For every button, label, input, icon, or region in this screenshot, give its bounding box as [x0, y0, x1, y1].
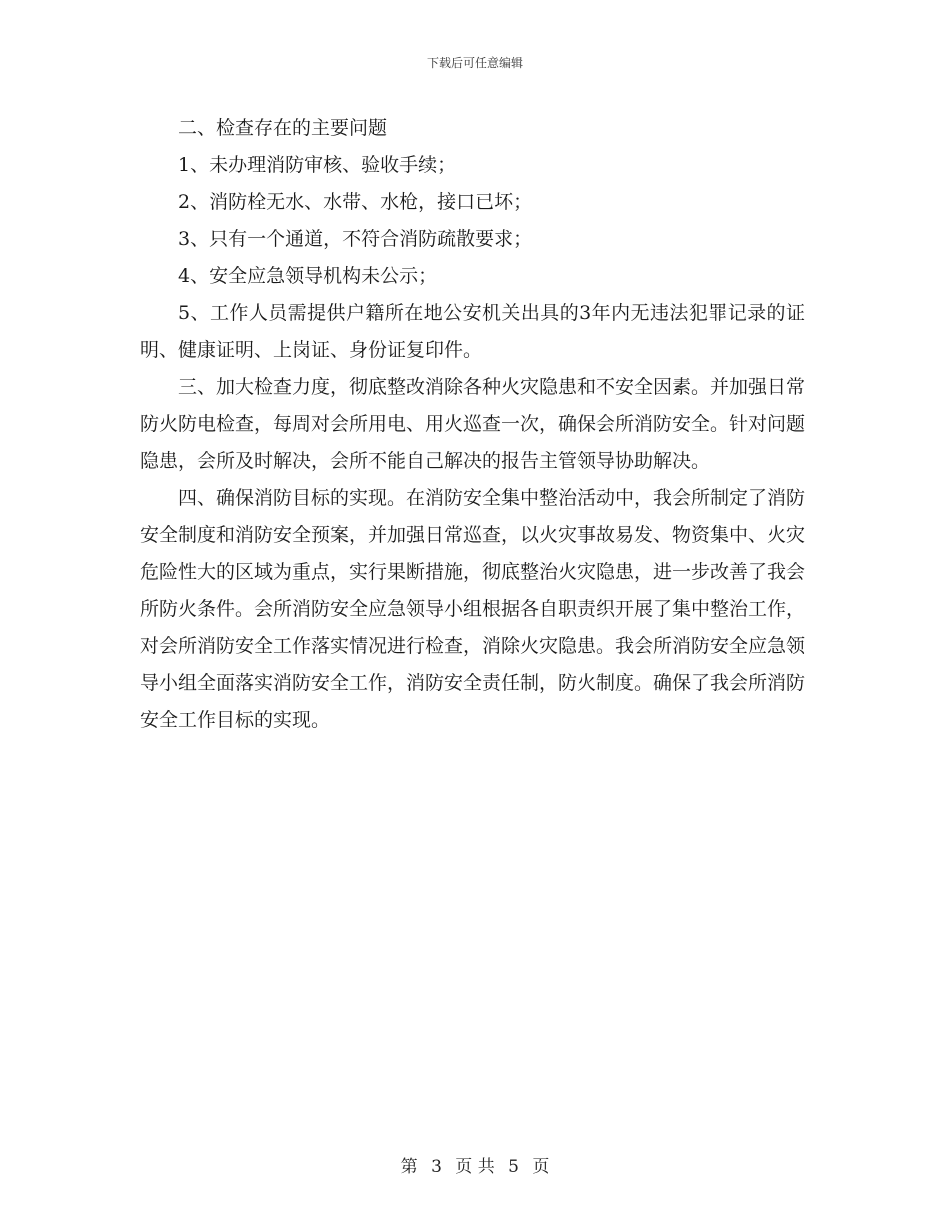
body-paragraph: 三、加大检查力度，彻底整改消除各种火灾隐患和不安全因素。并加强日常防火防电检查，每周对会所用电、用火巡查一次，确保会所消防安全。针对问题隐患，会所及时解决，会所不能自己解决的报告主管领导协助解决。 [140, 376, 806, 472]
page-number-footer [0, 1152, 950, 1177]
current-page-number: 3 [431, 1157, 442, 1177]
list-item: 2、消防栓无水、水带、水枪，接口已坏； [178, 191, 533, 213]
footer-prefix: 第 [400, 1157, 418, 1177]
list-item: 5、工作人员需提供户籍所在地公安机关出具的3年内无违法犯罪记录的证明、健康证明、上岗证、身份证复印件。 [140, 302, 805, 361]
body-paragraph: 四、确保消防目标的实现。在消防安全集中整治活动中，我会所制定了消防安全制度和消防安全预案，并加强日常巡查，以火灾事故易发、物资集中、火灾危险性大的区域为重点，实行果断措施，彻底整治火灾隐患，进一步改善了我会所防火条件。会所消防安全应急领导小组根据各自职责织开展了集中整治工作，对会所消防安全工作落实情况进行检查，消除火灾隐患。我会所消防安全应急领导小组全面落实消防安全工作，消防安全责任制，防火制度。确保了我会所消防安全工作目标的实现。 [140, 487, 806, 731]
total-page-count: 5 [508, 1157, 519, 1177]
document-body [140, 110, 805, 739]
list-item: 1、未办理消防审核、验收手续； [178, 154, 457, 176]
page-header-note: 下载后可任意编辑 [426, 56, 523, 70]
list-item: 3、只有一个通道，不符合消防疏散要求； [178, 228, 533, 250]
section-heading: 二、检查存在的主要问题 [178, 117, 388, 139]
list-item: 4、安全应急领导机构未公示； [178, 265, 438, 287]
footer-suffix: 页 [532, 1157, 550, 1177]
footer-middle: 页 共 [455, 1157, 495, 1177]
